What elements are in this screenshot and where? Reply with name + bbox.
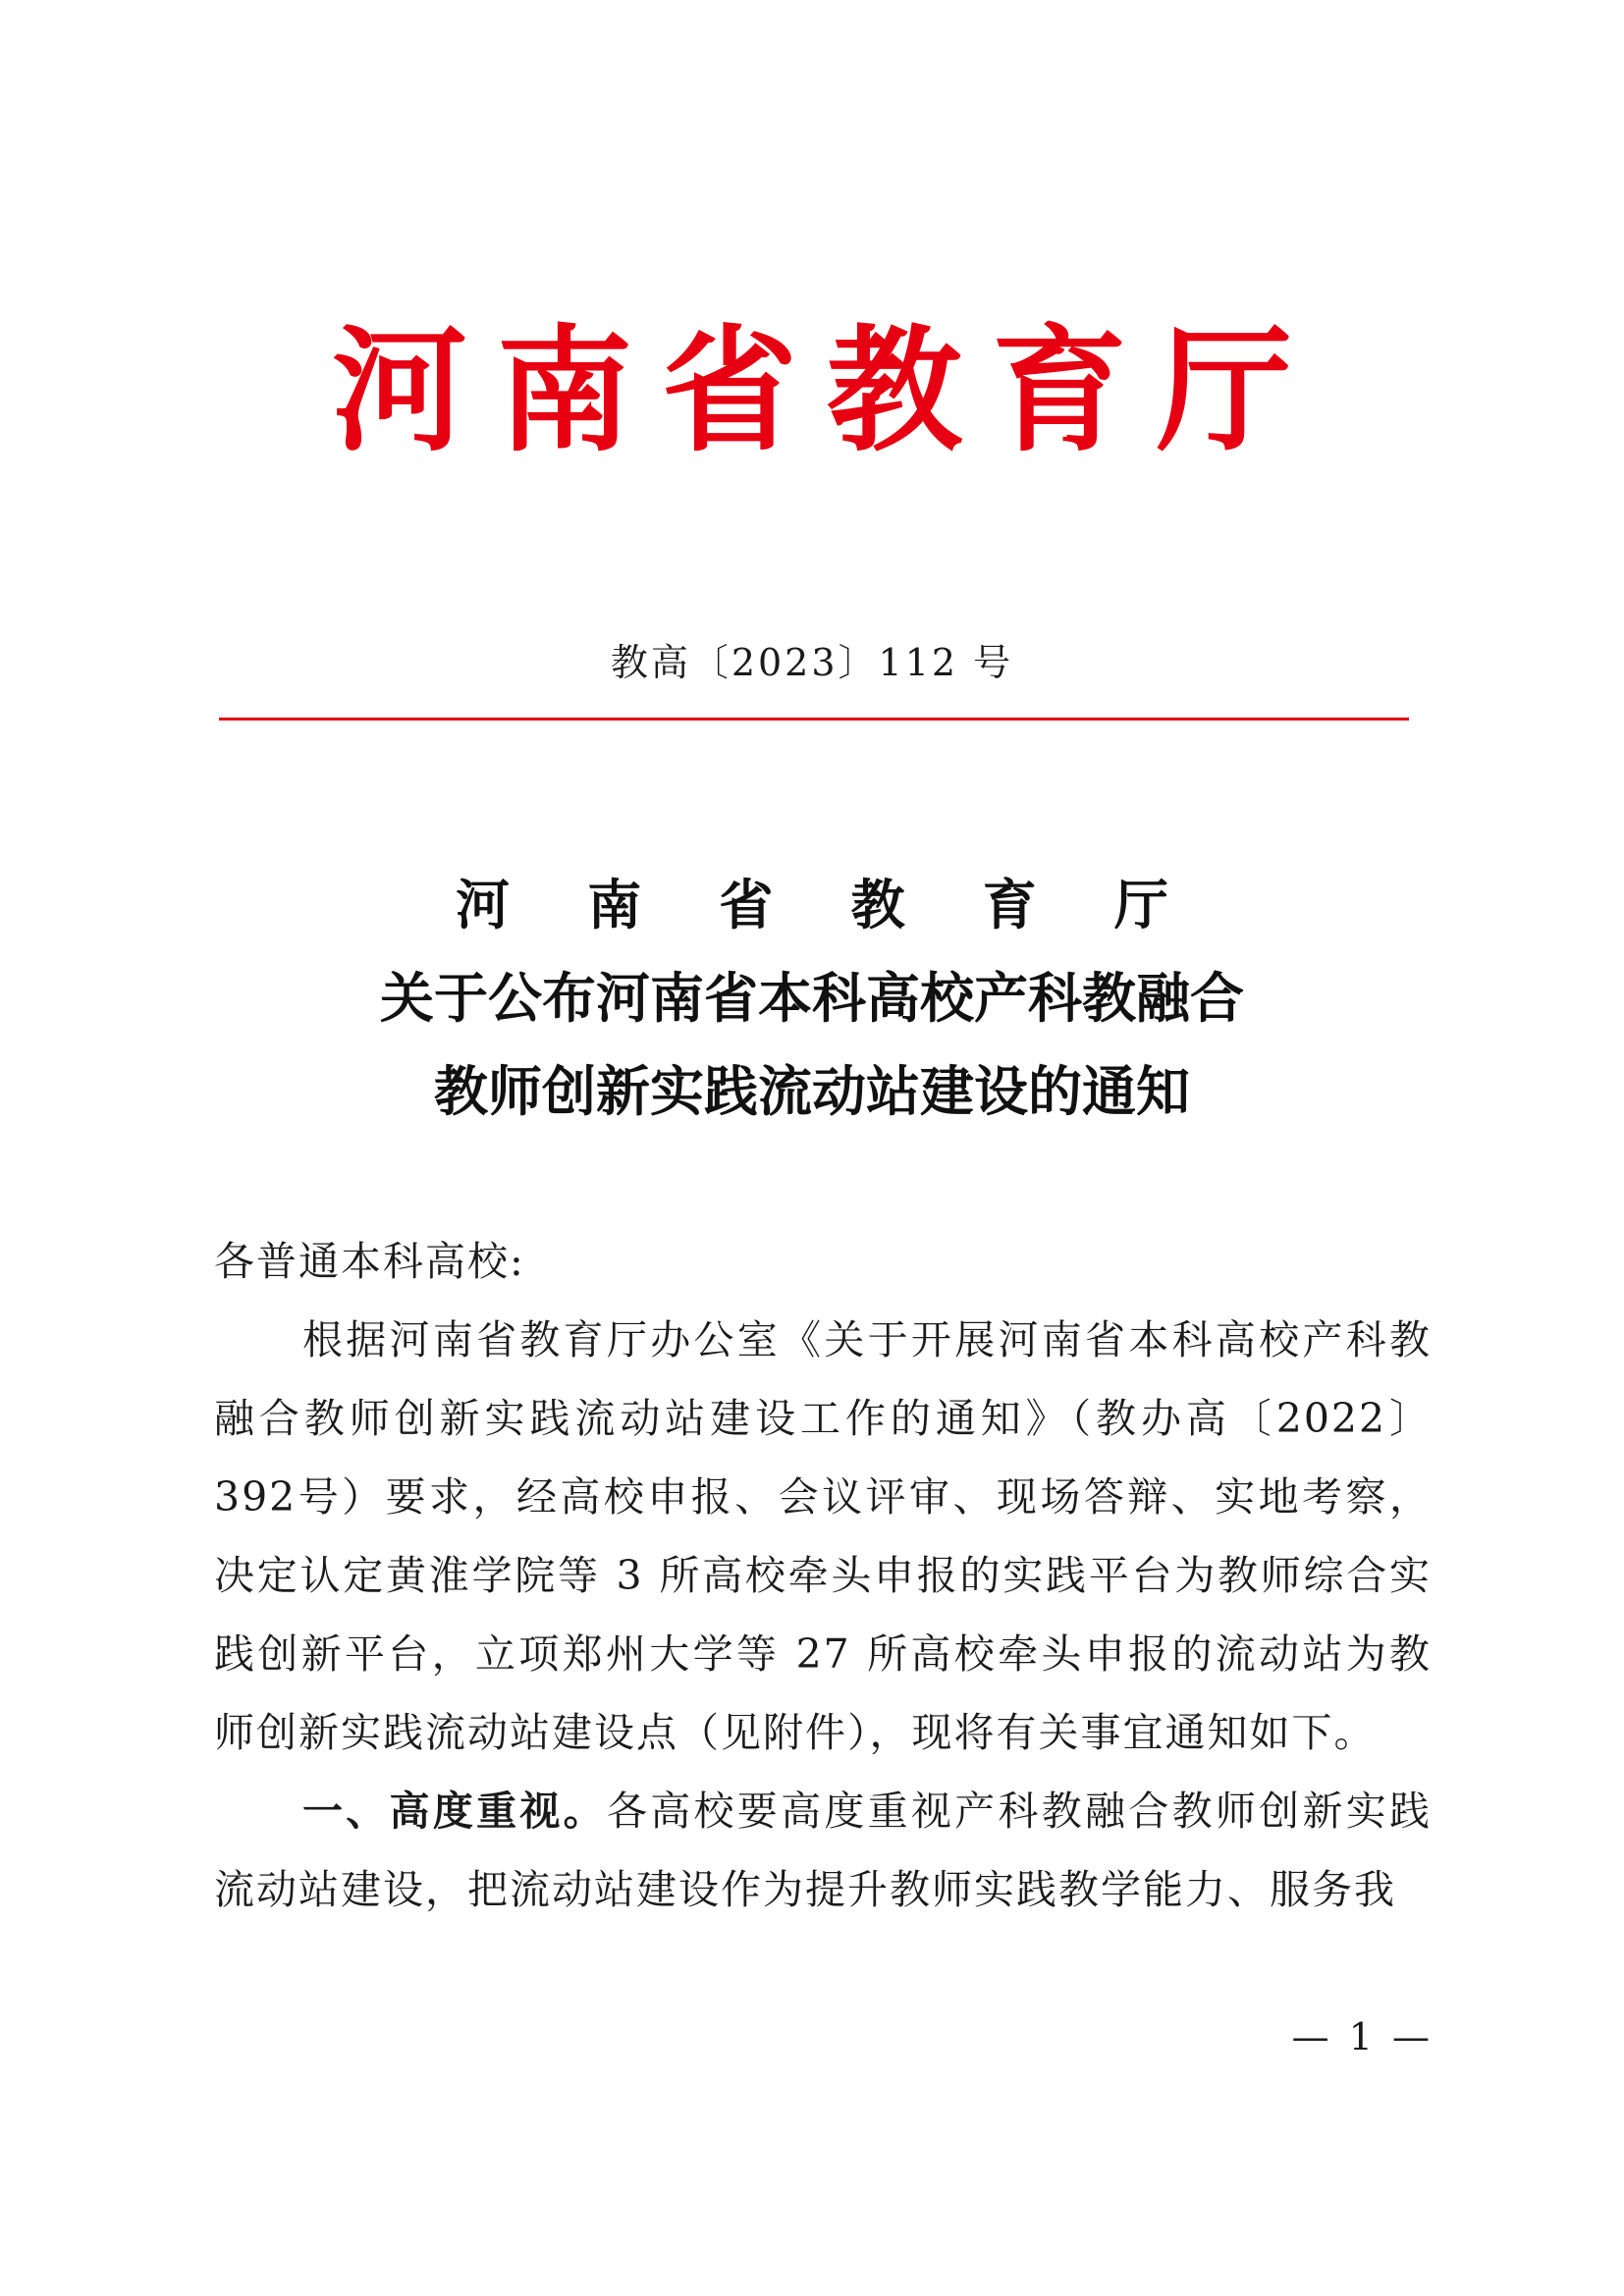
document-number: 教高〔2023〕112 号 <box>610 641 1014 684</box>
issuer-masthead: 河南省教育厅 <box>331 310 1322 470</box>
body-paragraph-1: 根据河南省教育厅办公室《关于开展河南省本科高校产科教融合教师创新实践流动站建设工作的通知》（教办高〔2022〕392号）要求，经高校申报、会议评审、现场答辩、实地考察，决定认定黄淮学院等 3 所高校牵头申报的实践平台为教师综合实践创新平台，立项郑州大学等 27 所高校牵头申报的流动站为教师创新实践流动站建设点（见附件），现将有关事宜通知如下。 <box>214 1316 1432 1756</box>
body-paragraph-2 <box>214 1772 1432 1929</box>
salutation: 各普通本科高校: <box>214 1238 525 1285</box>
title-line-issuer: 河 南 省 教 育 厅 <box>456 873 1198 936</box>
title-line-subject-cont: 教师创新实践流动站建设的通知 <box>433 1059 1190 1123</box>
page-number: — 1 — <box>1291 2015 1434 2058</box>
title-line-subject: 关于公布河南省本科高校产科教融合 <box>379 966 1244 1030</box>
red-divider-line <box>219 718 1409 721</box>
paragraph-heading: 一、高度重视。 <box>302 1788 607 1835</box>
paragraph-2-text: 各高校要高度重视产科教融合教师创新实践流动站建设，把流动站建设作为提升教师实践教学能力、服务我 <box>214 1788 1433 1913</box>
